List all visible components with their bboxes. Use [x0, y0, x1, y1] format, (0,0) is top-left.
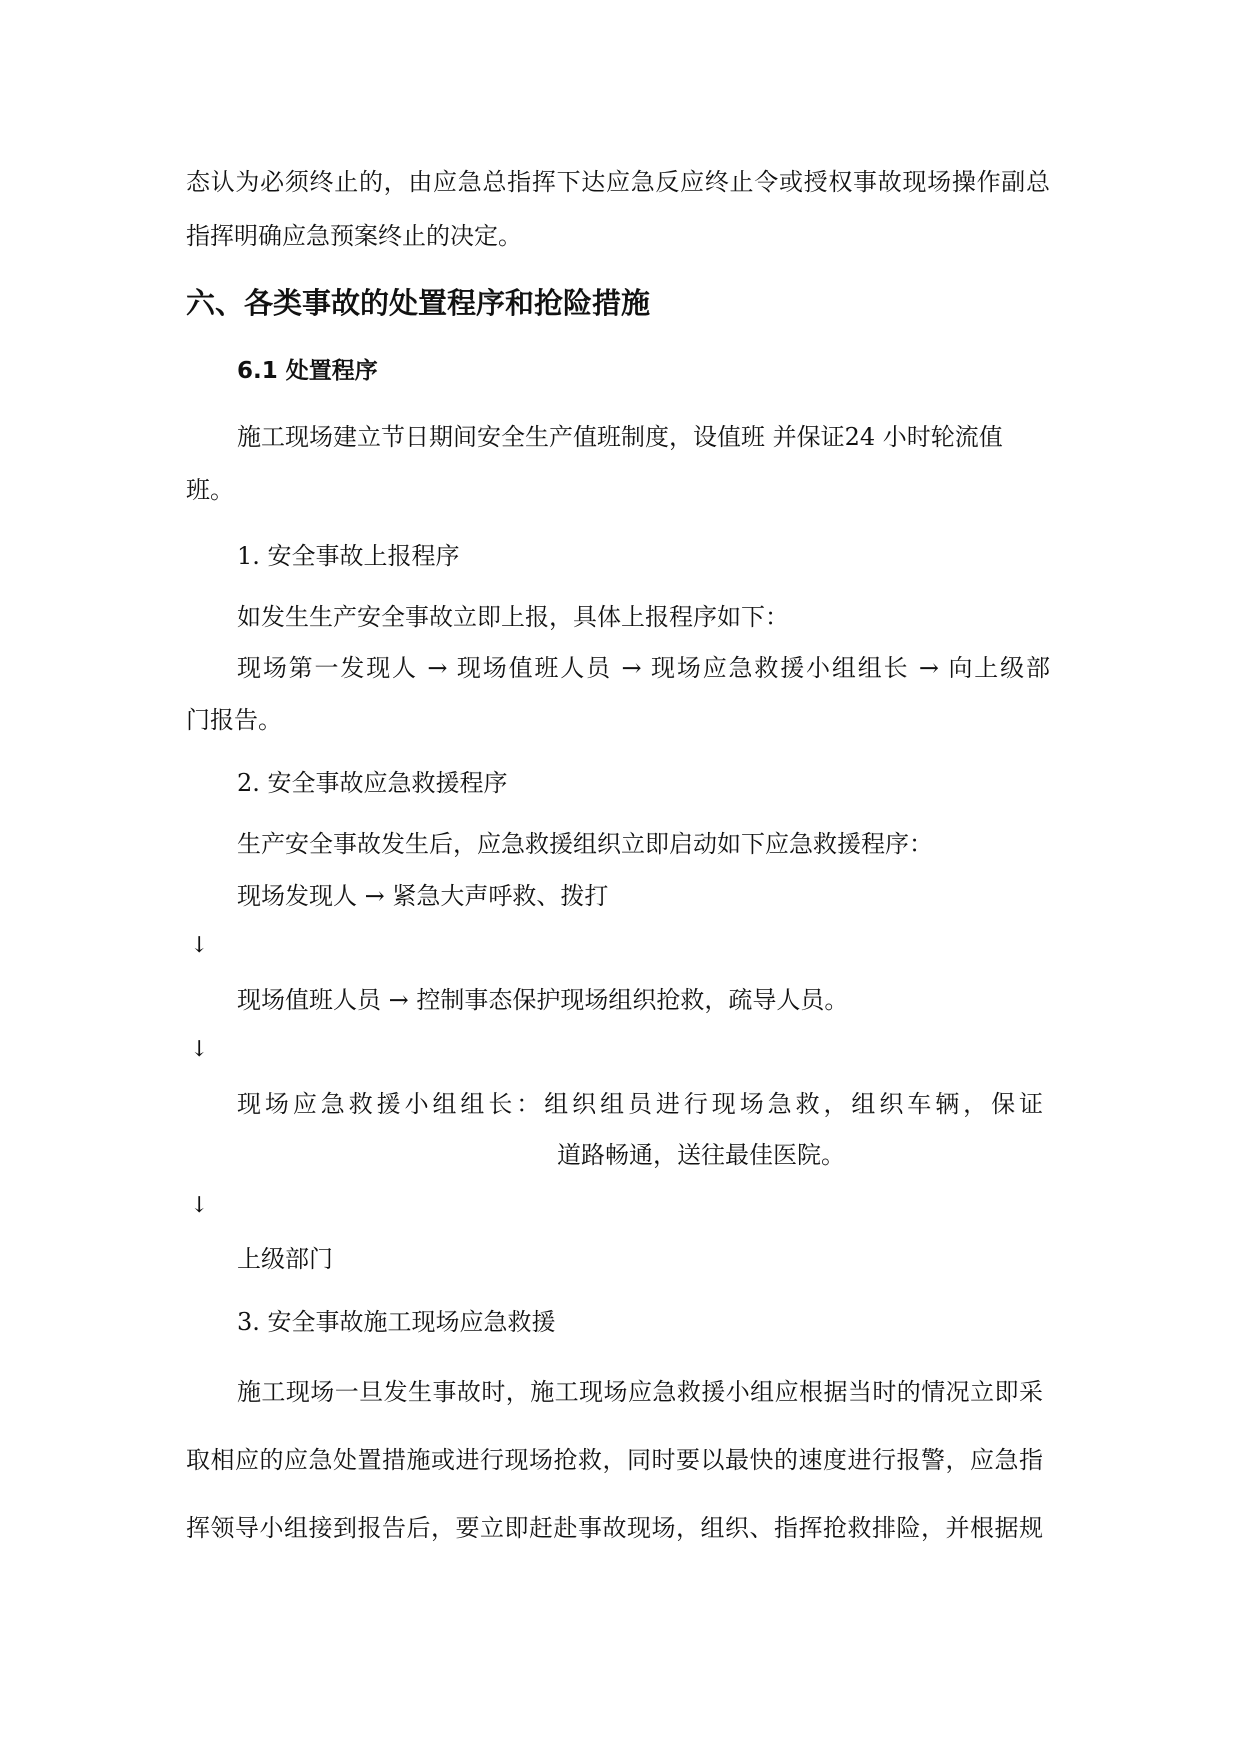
paragraph-line: 挥领导小组接到报告后，要立即赶赴事故现场，组织、指挥抢救排险，并根据规 — [186, 1514, 1043, 1542]
down-arrow-icon: ↓ — [190, 1193, 209, 1218]
flow-step: 现场应急救援小组组长：组织组员进行现场急救，组织车辆，保证 — [237, 1090, 1043, 1118]
flow-step: 上级部门 — [237, 1245, 333, 1273]
paragraph-line: 施工现场一旦发生事故时，施工现场应急救援小组应根据当时的情况立即采 — [237, 1378, 1043, 1406]
flow-line: 门报告。 — [186, 706, 282, 734]
flow-step: 道路畅通，送往最佳医院。 — [557, 1141, 845, 1169]
paragraph-line: 态认为必须终止的，由应急总指挥下达应急反应终止令或授权事故现场操作副总 — [186, 168, 1050, 196]
paragraph-line: 班。 — [186, 476, 234, 504]
paragraph-line: 指挥明确应急预案终止的决定。 — [186, 222, 522, 250]
subsection-heading: 6.1 处置程序 — [237, 358, 378, 384]
down-arrow-icon: ↓ — [190, 933, 209, 958]
paragraph-line: 生产安全事故发生后，应急救援组织立即启动如下应急救援程序： — [237, 830, 933, 858]
paragraph-line: 施工现场建立节日期间安全生产值班制度，设值班 并保证24 小时轮流值 — [237, 423, 1003, 451]
flow-step: 现场发现人 → 紧急大声呼救、拨打 — [237, 882, 609, 910]
list-item-title: 2. 安全事故应急救援程序 — [237, 769, 508, 797]
list-item-title: 1. 安全事故上报程序 — [237, 542, 460, 570]
list-item-title: 3. 安全事故施工现场应急救援 — [237, 1308, 556, 1336]
paragraph-line: 如发生生产安全事故立即上报，具体上报程序如下： — [237, 603, 789, 631]
down-arrow-icon: ↓ — [190, 1037, 209, 1062]
flow-step: 现场值班人员 → 控制事态保护现场组织抢救，疏导人员。 — [237, 986, 849, 1014]
flow-line: 现场第一发现人 → 现场值班人员 → 现场应急救援小组组长 → 向上级部 — [237, 654, 1050, 682]
section-heading: 六、各类事故的处置程序和抢险措施 — [186, 286, 651, 320]
paragraph-line: 取相应的应急处置措施或进行现场抢救，同时要以最快的速度进行报警，应急指 — [186, 1446, 1043, 1474]
